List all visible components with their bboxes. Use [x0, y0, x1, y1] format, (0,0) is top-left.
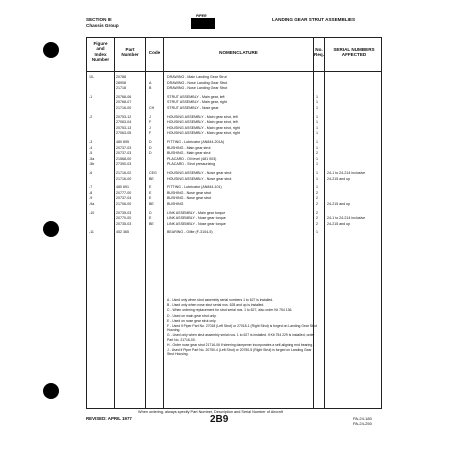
cell-serial: 24-215 and up: [327, 221, 351, 226]
parts-table: [86, 37, 382, 409]
cell-figure: -4: [89, 145, 93, 150]
cell-part-number: 20737-04: [116, 196, 132, 201]
cell-req: 2: [316, 221, 318, 226]
cell-nomenclature: FITTING - Lubricator (AN844-201A): [167, 140, 225, 144]
cell-part-number: 21716-00: [116, 176, 132, 181]
cell-figure: -11: [89, 230, 94, 235]
cell-figure: -10: [89, 210, 95, 215]
cell-code: J: [149, 114, 151, 119]
cell-part-number: 20737-03: [116, 151, 132, 156]
cell-req: 1: [316, 145, 318, 150]
cell-part-number: 28908: [116, 80, 126, 85]
cell-code: BE: [149, 202, 154, 206]
cell-code: E: [149, 190, 152, 195]
model-numbers: PA-24-180 PA-24-250: [353, 416, 372, 426]
cell-nomenclature: LINK ASSEMBLY - Nose gear torque: [167, 216, 226, 221]
cell-figure: -5a: [89, 156, 95, 161]
cell-part-number: 21716-02: [116, 171, 132, 175]
cell-req: 1: [316, 185, 318, 190]
table-row: [87, 196, 381, 201]
table-row: [87, 216, 381, 221]
cell-part-number: 27390-03: [116, 162, 132, 167]
note: G - Used only when strut assembly serial nos. 1 to 627 is installed. If Kit 754 229 is installed, order Part No. 21716-00.: [167, 333, 315, 342]
cell-nomenclature: FITTING - Lubricator (AN844-101): [167, 185, 222, 190]
page-number: 2B9: [210, 414, 229, 425]
page-title: LANDING GEAR STRUT ASSEMBLIES: [272, 17, 356, 22]
table-row: [87, 162, 381, 167]
table-row: [87, 177, 381, 182]
cell-figure: -6: [89, 171, 93, 175]
cell-req: 1: [316, 140, 318, 144]
punch-hole-bottom: [43, 383, 59, 399]
note: B - Used only when nose strut serial nos. 628 and up is installed.: [167, 303, 265, 308]
cell-part-number: 20737-03: [116, 145, 132, 150]
cell-serial: 24-215 and up: [327, 202, 351, 206]
piper-logo: [191, 18, 215, 29]
cell-part-number: 27063-04: [116, 120, 132, 125]
cell-code: CEG: [149, 171, 157, 175]
cell-figure: -8: [89, 190, 93, 195]
cell-nomenclature: HOUSING ASSEMBLY - Nose gear strut: [167, 176, 232, 181]
cell-req: 2: [316, 196, 318, 201]
note: F - Used if Piper Part No. 27018 (Left Strut) or 27018-1 (Right Strut) is forged on Landing Gear Strut Housing.: [167, 324, 318, 333]
cell-part-number: 20753-13: [116, 125, 132, 130]
cell-nomenclature: HOUSING ASSEMBLY - Main gear strut, right: [167, 131, 240, 136]
cell-code: D: [149, 210, 152, 215]
cell-nomenclature: DRAWING - Main Landing Gear Strut: [167, 75, 227, 79]
cell-figure: -9a: [89, 202, 95, 206]
cell-nomenclature: BUSHING - Main gear strut: [167, 151, 211, 156]
cell-part-number: 20735-03: [116, 210, 132, 215]
cell-nomenclature: PLACARD - Oil level (481 003): [167, 156, 217, 161]
cell-figure: -7: [89, 185, 93, 190]
cell-nomenclature: HOUSING ASSEMBLY - Main gear strut, left: [167, 114, 238, 119]
note: A - Used only when strut assembly serial numbers 1 to 627 is installed.: [167, 298, 274, 302]
cell-nomenclature: LINK ASSEMBLY - Main gear torque: [167, 210, 226, 215]
cell-part-number: 21716-00: [116, 106, 132, 110]
note: E - Used on nose gear strut only.: [167, 318, 217, 323]
note: D - Used on main gear strut only.: [167, 313, 217, 318]
cell-nomenclature: STRUT ASSEMBLY - Main gear, right: [167, 100, 227, 105]
cell-part-number: 27063-05: [116, 131, 132, 136]
cell-req: 2: [316, 210, 318, 215]
header-req: No. Req.: [314, 47, 324, 58]
cell-code: BE: [149, 176, 154, 181]
cell-code: E: [149, 196, 152, 201]
cell-part-number: 21706-00: [116, 202, 132, 206]
cell-nomenclature: BUSHING - Nose gear strut: [167, 196, 212, 201]
header-part-number: Part Number: [121, 47, 139, 58]
section-label: SECTION III: [86, 17, 112, 22]
cell-req: 1: [316, 125, 318, 130]
cell-req: 2: [316, 216, 318, 221]
cell-req: 1: [316, 162, 318, 167]
table-row: [87, 120, 381, 125]
table-row: [87, 86, 381, 91]
table-row: [87, 230, 381, 235]
cell-part-number: 452 365: [116, 230, 129, 235]
cell-code: BE: [149, 221, 154, 226]
revision-date: REVISED: APRIL 1977: [86, 416, 132, 421]
group-label: Chassis Group: [86, 22, 119, 28]
header-code: Code: [148, 50, 161, 55]
logo-text: PIPER: [196, 14, 207, 18]
cell-nomenclature: HOUSING ASSEMBLY - Main gear strut, right: [167, 125, 240, 130]
table-row: [87, 211, 381, 216]
table-row: [87, 146, 381, 151]
cell-code: B: [149, 86, 152, 91]
cell-req: 1: [316, 120, 318, 125]
cell-code: E: [149, 185, 152, 190]
cell-figure: 10-: [89, 75, 95, 79]
cell-req: 2: [316, 190, 318, 195]
cell-part-number: 480 691: [116, 185, 129, 190]
cell-req: 1: [316, 94, 318, 99]
cell-req: 1: [316, 114, 318, 119]
note: C - When ordering replacement for strut serial nos. 1 to 627, also order Kit 754 136.: [167, 308, 293, 313]
cell-serial: 24-215 and up: [327, 176, 351, 181]
cell-code: F: [149, 120, 152, 125]
table-row: [87, 222, 381, 227]
note: H - Order nose gear strut 21716-06 if steering dampener incorporates a self-aligning end bearing.: [167, 342, 314, 347]
cell-nomenclature: DRAWING - Nose Landing Gear Strut: [167, 86, 228, 91]
punch-hole-middle: [43, 221, 59, 237]
cell-code: J: [149, 125, 151, 130]
cell-part-number: 21718: [116, 86, 126, 91]
table-row: [87, 131, 381, 136]
cell-part-number: 20777-00: [116, 190, 132, 195]
cell-figure: -5: [89, 151, 93, 156]
cell-nomenclature: BUSHING - Main gear strut: [167, 145, 211, 150]
table-row: [87, 202, 381, 207]
table-row: [87, 115, 381, 120]
cell-nomenclature: STRUT ASSEMBLY - Nose gear: [167, 106, 219, 110]
cell-req: 2: [316, 202, 318, 206]
table-row: [87, 95, 381, 100]
cell-req: 1: [316, 106, 318, 110]
note: J - Used if Piper Part No. 20750-4 (Left Strut) or 20750-5 (Right Strut) is forged on Landing Gear Strut Housing.: [167, 348, 312, 357]
cell-code: F: [149, 131, 152, 136]
cell-nomenclature: LINK ASSEMBLY - Nose gear torque: [167, 221, 226, 226]
cell-req: 1: [316, 156, 318, 161]
cell-nomenclature: HOUSING ASSEMBLY - Nose gear strut: [167, 171, 232, 175]
table-row: [87, 126, 381, 131]
cell-code: A: [149, 80, 152, 85]
cell-code: D: [149, 151, 152, 156]
cell-nomenclature: PLACARD - Strut pressurizing: [167, 162, 216, 167]
cell-nomenclature: DRAWING - Nose Landing Gear Strut: [167, 80, 228, 85]
header-figure: Figure and Index Number: [91, 41, 110, 63]
cell-part-number: 20768-06: [116, 94, 132, 99]
table-row: [87, 191, 381, 196]
cell-part-number: 480 895: [116, 140, 129, 144]
punch-hole-top: [43, 42, 59, 58]
cell-figure: -3: [89, 140, 93, 144]
header-nomenclature: NOMENCLATURE: [219, 50, 258, 55]
cell-req: 1: [316, 230, 318, 235]
cell-part-number: 20788: [116, 75, 126, 79]
header-serial: SERIAL NUMBERS AFFECTED: [333, 47, 375, 58]
cell-nomenclature: BUSHING: [167, 202, 184, 206]
cell-part-number: 21568-00: [116, 156, 132, 161]
cell-serial: 24-1 to 24-214 inclusive: [327, 216, 366, 221]
cell-nomenclature: BUSHING - Nose gear strut: [167, 190, 212, 195]
cell-figure: -1: [89, 94, 93, 99]
table-row: [87, 100, 381, 105]
cell-part-number: 20753-12: [116, 114, 132, 119]
cell-code: D: [149, 140, 152, 144]
table-row: [87, 157, 381, 162]
cell-nomenclature: STRUT ASSEMBLY - Main gear, left: [167, 94, 225, 99]
section-header: [86, 17, 119, 28]
cell-figure: -2: [89, 114, 93, 119]
cell-part-number: 20770-00: [116, 216, 132, 221]
cell-code: CH: [149, 106, 155, 110]
table-row: [87, 171, 381, 176]
cell-part-number: 20735-03: [116, 221, 132, 226]
header-divider: [87, 71, 381, 72]
notes-block: [167, 298, 317, 357]
table-row: [87, 140, 381, 145]
cell-serial: 24-1 to 24-214 inclusive: [327, 171, 366, 175]
cell-code: D: [149, 145, 152, 150]
table-row: [87, 75, 381, 80]
cell-req: 1: [316, 176, 318, 181]
cell-req: 1: [316, 131, 318, 136]
ordering-note: When ordering, always specify Part Number, Description and Serial Number of Aircraft: [138, 410, 283, 414]
table-row: [87, 151, 381, 156]
cell-req: 1: [316, 100, 318, 105]
cell-figure: -5b: [89, 162, 95, 167]
cell-nomenclature: BEARING - Oilite (F-3104-5): [167, 230, 213, 235]
table-row: [87, 81, 381, 86]
table-row: [87, 106, 381, 111]
cell-nomenclature: HOUSING ASSEMBLY - Main gear strut, left: [167, 120, 238, 125]
cell-req: 1: [316, 171, 318, 175]
cell-req: 2: [316, 151, 318, 156]
table-row: [87, 185, 381, 190]
cell-part-number: 20768-07: [116, 100, 132, 105]
cell-figure: -9: [89, 196, 93, 201]
cell-code: E: [149, 216, 152, 221]
